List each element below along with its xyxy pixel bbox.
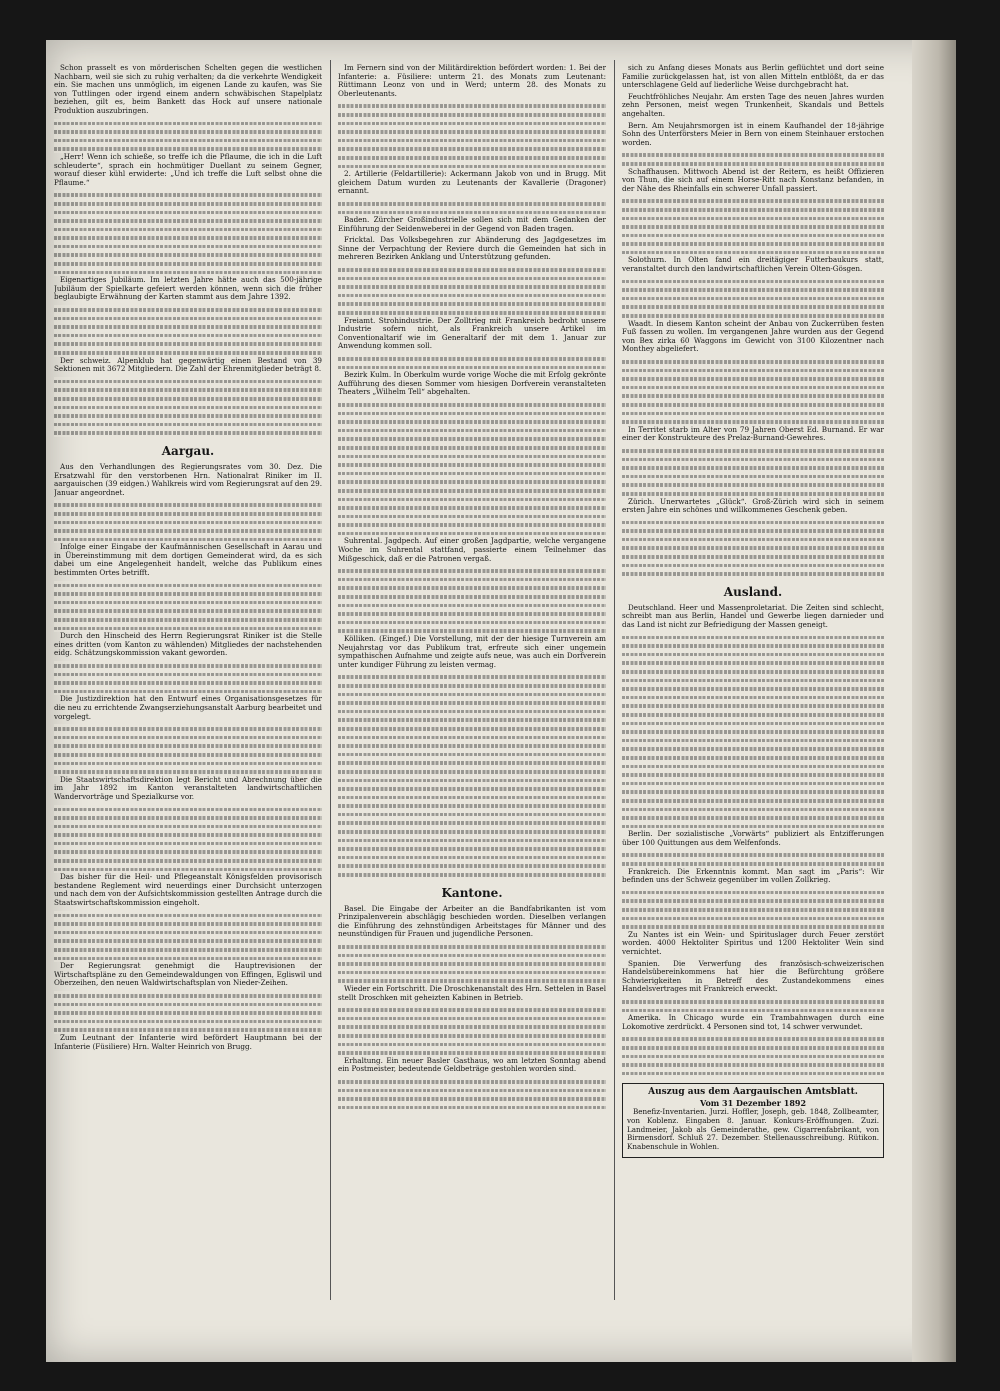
article-paragraph: 2. Artillerie (Feldartillerie): Ackermann Jakob von und in Brugg. Mit gleichem Datum wurden zu Leutenants der Kavallerie (Dragoner) ernannt. [338,169,606,196]
article-paragraph: Durch den Hinscheid des Herrn Regierungsrat Riniker ist die Stelle eines dritten (vom Kanton zu wählenden) Mitgliedes der nachstehenden eidg. Schätzungskommission vakant geworden. [54,631,322,658]
article-paragraph: Frankreich. Die Erkenntnis kommt. Man sagt im „Paris“: Wir befinden uns der Schweiz gegenüber im vollen Zollkrieg. [622,866,884,885]
article-paragraph: sich zu Anfang dieses Monats aus Berlin geflüchtet und dort seine Familie zurückgelassen hat, ist von allen Mitteln entblößt, da er das unterschlagene Geld auf liederliche Weise durchgebracht hat. [622,64,884,90]
section-heading-kantone: Kantone. [441,885,503,900]
article-paragraph: Basel. Die Eingabe der Arbeiter an die Bandfabrikanten ist vom Prinzipalenverein abschlägig beschieden worden. Dieselben verlangen die Einführung des zehnstündigen Arbeitstages für Männer und des neunstündigen für Frauen und jugendliche Personen. [338,903,606,939]
amtsblatt-title: Auszug aus dem Aargauischen Amtsblatt. [648,1087,858,1098]
article-paragraph: Die Justizdirektion hat den Entwurf eines Organisationsgesetzes für die neu zu errichtende Zwangserziehungsanstalt Aarburg bearbeitet und vorgelegt. [54,694,322,721]
article-paragraph: Das bisher für die Heil- und Pflegeanstalt Königsfelden provisorisch bestandene Reglement wird neuerdings einer Durchsicht unterzogen und nach dem von der Aufsichtskommission gestellten Antrage durch die Staatswirtschaftskommission eingeholt. [54,872,322,908]
article-paragraph: Baden. Zürcher Großindustrielle sollen sich mit dem Gedanken der Einführung der Seidenweberei in der Gegend von Baden tragen. [338,215,606,233]
article-paragraph: Solothurn. In Olten fand ein dreitägiger Futterbaukurs statt, veranstaltet durch den landwirtschaftlichen Verein Olten-Gösgen. [622,255,884,274]
article-paragraph: Fricktal. Das Volksbegehren zur Abänderung des Jagdgesetzes im Sinne der Verpachtung der Reviere durch die Gemeinden hat sich in mehreren Bezirken Anklang und Unterstützung gefunden. [338,235,606,262]
article-paragraph: Die Staatswirtschaftsdirektion legt Bericht und Abrechnung über die im Jahr 1892 im Kanton veranstalteten landwirtschaftlichen Wandervorträge und Spezialkurse vor. [54,774,322,801]
amtsblatt-text: Benefiz-Inventarien. Jurzi. Hoffler, Joseph, geb. 1848, Zollbeamter, von Koblenz. Eingaben 8. Januar. Konkurs-Eröffnungen. Zuzi. Landmeier, Jakob als Gemeinderathe, gew. Cigarrenfabrikant, von Birmensdorf. Schluß 27. Dezember. Stellenausschreibung. Rütikon. Knabenschule in Wohlen. [627,1107,879,1151]
article-paragraph: Wieder ein Fortschritt. Die Droschkenanstalt des Hrn. Settelen in Basel stellt Droschken mit geheizten Kabinen in Betrieb. [338,983,606,1002]
article-paragraph: Bezirk Kulm. In Oberkulm wurde vorige Woche die mit Erfolg gekrönte Aufführung des diesen Sommer vom hiesigen Dorfverein veranstalteten Theaters „Wilhelm Tell“ abgehalten. [338,370,606,397]
column-rule-2 [614,60,615,1300]
article-paragraph: Infolge einer Eingabe der Kaufmännischen Gesellschaft in Aarau und in Übereinstimmung mit dem dortigen Gemeinderat wird, da es sich dabei um eine Angelegenheit handelt, welche das Publikum eines bestimmten Ortes betrifft. [54,542,322,578]
article-paragraph: Zu Nantes ist ein Wein- und Spirituslager durch Feuer zerstört worden. 4000 Hektoliter Spiritus und 1200 Hektoliter Wein sind vernichtet. [622,929,884,956]
article-paragraph: Eigenartiges Jubiläum. Im letzten Jahre hätte auch das 500-jährige Jubiläum der Spielkarte gefeiert werden können, wenn sich die früher beglaubigte Erwähnung der Karten stammt aus dem Jahre 1392. [54,275,322,302]
article-paragraph: Der schweiz. Alpenklub hat gegenwärtig einen Bestand von 39 Sektionen mit 3672 Mitgliedern. Die Zahl der Ehrenmitglieder beträgt 8. [54,355,322,374]
amtsblatt-box [622,1083,884,1158]
article-paragraph: Spanien. Die Verwerfung des französisch-schweizerischen Handelsübereinkommens hat hier die Befürchtung größere Schwierigkeiten in Betreff des Zustandekommens eines Handelsvertrages mit Frankreich erweckt. [622,958,884,994]
article-paragraph: Amerika. In Chicago wurde ein Trambahnwagen durch eine Lokomotive zerdrückt. 4 Personen sind tot, 14 schwer verwundet. [622,1013,884,1031]
article-paragraph: Im Fernern sind von der Militärdirektion befördert worden: 1. Bei der Infanterie: a. Füsiliere: unterm 21. des Monats zum Leutenant: Rüttimann Leonz von und in Werd; unterm 28. des Monats zu Oberleutenants. [338,64,606,98]
article-paragraph: Zum Leutnant der Infanterie wird befördert Hauptmann bei der Infanterie (Füsiliere) Hrn. Walter Heinrich von Brugg. [54,1032,322,1051]
article-paragraph: Berlin. Der sozialistische „Vorwärts“ publiziert als Entzifferungen über 100 Quittungen aus dem Welfenfonds. [622,829,884,847]
article-paragraph: Feuchtfröhliches Neujahr. Am ersten Tage des neuen Jahres wurden zehn Personen, meist wegen Trunkenheit, Skandals und Bettels angehalten. [622,91,884,118]
section-heading-aargau: Aargau. [161,443,215,458]
amtsblatt-date: Vom 31 Dezember 1892 [699,1098,807,1109]
article-paragraph: Bern. Am Neujahrsmorgen ist in einem Kaufhandel der 18-jährige Sohn des Unterförsters Meier in Bern von einem Steinhauer erstochen worden. [622,120,884,147]
article-paragraph: Schaffhausen. Mittwoch Abend ist der Reitern, es heißt Offizieren von Thun, die sich auf einem Horse-Ritt nach Konstanz befanden, in der Nähe des Rheinfalls ein schwerer Unfall passiert. [622,166,884,193]
article-paragraph: „Herr! Wenn ich schieße, so treffe ich die Pflaume, die ich in die Luft schleuderte“, sprach ein hochmütiger Duellant zu seinem Gegner, worauf dieser kühl erwiderte: „Und ich treffe die Luft selbst ohne die Pflaume.“ [54,151,322,187]
article-paragraph: Erhaltung. Ein neuer Basler Gasthaus, wo am letzten Sonntag abend ein Postmeister, bedeutende Geldbeträge gestohlen worden sind. [338,1055,606,1074]
article-paragraph: Aus den Verhandlungen des Regierungsrates vom 30. Dez. Die Ersatzwahl für den verstorbenen Hrn. Nationalrat Riniker im II. aargauischen (39 eidgen.) Wahlkreis wird vom Regierungsrat auf den 29. Januar angeordnet. [54,461,322,497]
article-paragraph: Waadt. In diesem Kanton scheint der Anbau von Zuckerrüben festen Fuß fassen zu wollen. Im vergangenen Jahre wurden aus der Gegend von Bex zirka 60 Waggons im Gewicht von 3100 Kilozentner nach Monthey abgeliefert. [622,318,884,354]
column-3 [622,64,884,1304]
column-rule-1 [330,60,331,1300]
article-paragraph: Freiamt. Strohindustrie. Der Zolltrieg mit Frankreich bedroht unsere Industrie sofern nicht, als Frankreich unsere Artikel im Conventionaltarif wie im Generaltarif der mit dem 1. Januar zur Anwendung kommen soll. [338,315,606,351]
page-spine [912,40,956,1362]
column-2 [338,64,606,1304]
article-paragraph: In Territet starb im Alter von 79 Jahren Oberst Ed. Burnand. Er war einer der Konstrukteure des Prelaz-Burnand-Gewehres. [622,424,884,443]
article-paragraph: Kölliken. (Eingef.) Die Vorstellung, mit der der hiesige Turnverein am Neujahrstag vor das Publikum trat, erfreute sich einer ungemein sympathischen Aufnahme und zeigte aufs neue, was auch ein Dorfverein unter kundiger Führung zu leisten vermag. [338,634,606,669]
article-paragraph: Der Regierungsrat genehmigt die Hauptrevisionen der Wirtschaftspläne zu den Gemeindewaldungen von Effingen, Egliswil und Oberzeihen, den neuen Waldwirtschaftsplan von Nieder-Zeihen. [54,961,322,988]
article-paragraph: Deutschland. Heer und Massenproletariat. Die Zeiten sind schlecht, schreibt man aus Berlin, Handel und Gewerbe liegen darnieder und das Land ist nicht zur Befriedigung der Massen geneigt. [622,602,884,630]
column-1 [54,64,322,1304]
article-paragraph: Zürich. Unerwartetes „Glück“. Groß-Zürich wird sich in seinem ersten Jahre ein schönes und willkommenes Geschenk geben. [622,496,884,515]
article-paragraph: Suhrental. Jagdpech. Auf einer großen Jagdpartie, welche vergangene Woche im Suhrental stattfand, passierte einem Teilnehmer das Mißgeschick, daß er die Patronen vergaß. [338,536,606,563]
section-heading-ausland: Ausland. [723,584,783,599]
article-paragraph: Schon prasselt es von mörderischen Schelten gegen die westlichen Nachbarn, weil sie sich zu ruhig verhalten; da die verkehrte Wendigkeit ein. Sie machen uns unmöglich, im eigenen Lande zu kaufen, was Sie von Tuttlingen oder irgend einem andern schwäbischen Stapelplatz beziehen, gilt es, beim Bankett das Hock auf unsere nationale Produktion auszubringen. [54,64,322,115]
